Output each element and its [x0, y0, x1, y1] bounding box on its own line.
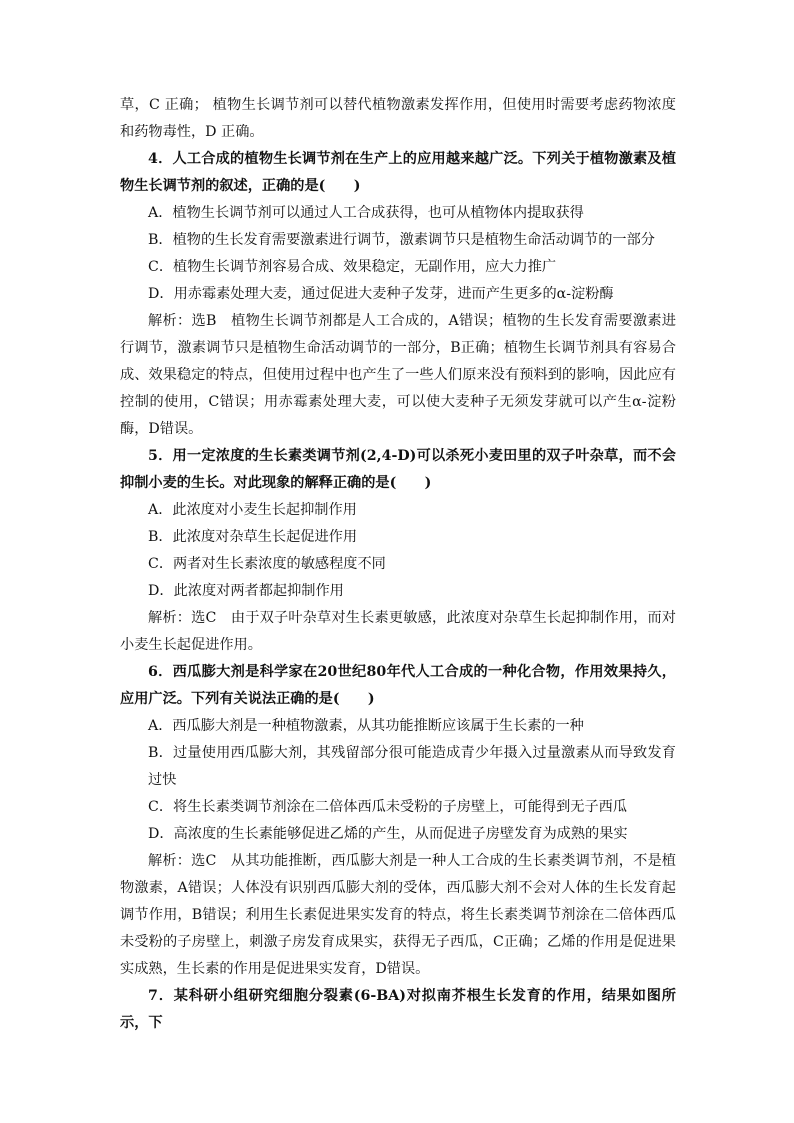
question-5: [120, 443, 676, 659]
question-5-option-d: D．此浓度对两者都起抑制作用: [148, 583, 344, 599]
question-4-option-b: B．植物的生长发育需要激素进行调节，激素调节只是植物生命活动调节的一部分: [148, 232, 655, 248]
question-6-option-b: B．过量使用西瓜膨大剂，其残留部分很可能造成青少年摄入过量激素从而导致发育过快: [148, 745, 676, 788]
question-6-option-c: C．将生长素类调节剂涂在二倍体西瓜未受粉的子房壁上，可能得到无子西瓜: [148, 799, 628, 815]
question-4: [120, 146, 676, 443]
document-page: [120, 92, 676, 1037]
question-4-option-c: C．植物生长调节剂容易合成、效果稳定，无副作用，应大力推广: [148, 259, 557, 275]
question-4-option-a: A．植物生长调节剂可以通过人工合成获得，也可从植物体内提取获得: [148, 205, 584, 221]
question-5-option-c: C．两者对生长素浓度的敏感程度不同: [148, 556, 386, 572]
question-5-explanation: 解析：选C 由于双子叶杂草对生长素更敏感，此浓度对杂草生长起抑制作用，而对小麦生长起促进作用。: [120, 610, 676, 653]
intro-paragraph: 草，C 正确； 植物生长调节剂可以替代植物激素发挥作用，但使用时需要考虑药物浓度和药物毒性，D 正确。: [120, 97, 676, 140]
question-4-stem: 4．人工合成的植物生长调节剂在生产上的应用越来越广泛。下列关于植物激素及植物生长调节剂的叙述，正确的是( ): [120, 151, 676, 194]
question-4-option-d: D．用赤霉素处理大麦，通过促进大麦种子发芽，进而产生更多的α-淀粉酶: [148, 286, 614, 302]
question-5-option-a: A．此浓度对小麦生长起抑制作用: [148, 502, 357, 518]
question-6-option-a: A．西瓜膨大剂是一种植物激素，从其功能推断应该属于生长素的一种: [148, 718, 584, 734]
question-6-option-d: D．高浓度的生长素能够促进乙烯的产生，从而促进子房壁发育为成熟的果实: [148, 826, 628, 842]
question-4-explanation: 解析：选B 植物生长调节剂都是人工合成的，A错误；植物的生长发育需要激素进行调节，激素调节只是植物生命活动调节的一部分，B正确；植物生长调节剂具有容易合成、效果稳定的特点，但使用过程中也产生了一些人们原来没有预料到的影响，因此应有控制的使用，C错误；用赤霉素处理大麦，可以使大麦种子无须发芽就可以产生α-淀粉酶，D错误。: [120, 313, 676, 437]
question-6-explanation: 解析：选C 从其功能推断，西瓜膨大剂是一种人工合成的生长素类调节剂，不是植物激素，A错误；人体没有识别西瓜膨大剂的受体，西瓜膨大剂不会对人体的生长发育起调节作用，B错误；利用生长素促进果实发育的特点，将生长素类调节剂涂在二倍体西瓜未受粉的子房壁上，刺激子房发育成果实，获得无子西瓜，C正确；乙烯的作用是促进果实成熟，生长素的作用是促进果实发育，D错误。: [120, 853, 676, 977]
question-6-stem: 6．西瓜膨大剂是科学家在20世纪80年代人工合成的一种化合物，作用效果持久，应用广泛。下列有关说法正确的是( ): [120, 664, 676, 707]
question-5-option-b: B．此浓度对杂草生长起促进作用: [148, 529, 358, 545]
question-7: [120, 983, 676, 1037]
question-7-stem: 7．某科研小组研究细胞分裂素(6-BA)对拟南芥根生长发育的作用，结果如图所示，下: [120, 988, 676, 1031]
question-6: [120, 659, 676, 983]
question-5-stem: 5．用一定浓度的生长素类调节剂(2,4-D)可以杀死小麦田里的双子叶杂草，而不会抑制小麦的生长。对此现象的解释正确的是( ): [120, 448, 676, 491]
